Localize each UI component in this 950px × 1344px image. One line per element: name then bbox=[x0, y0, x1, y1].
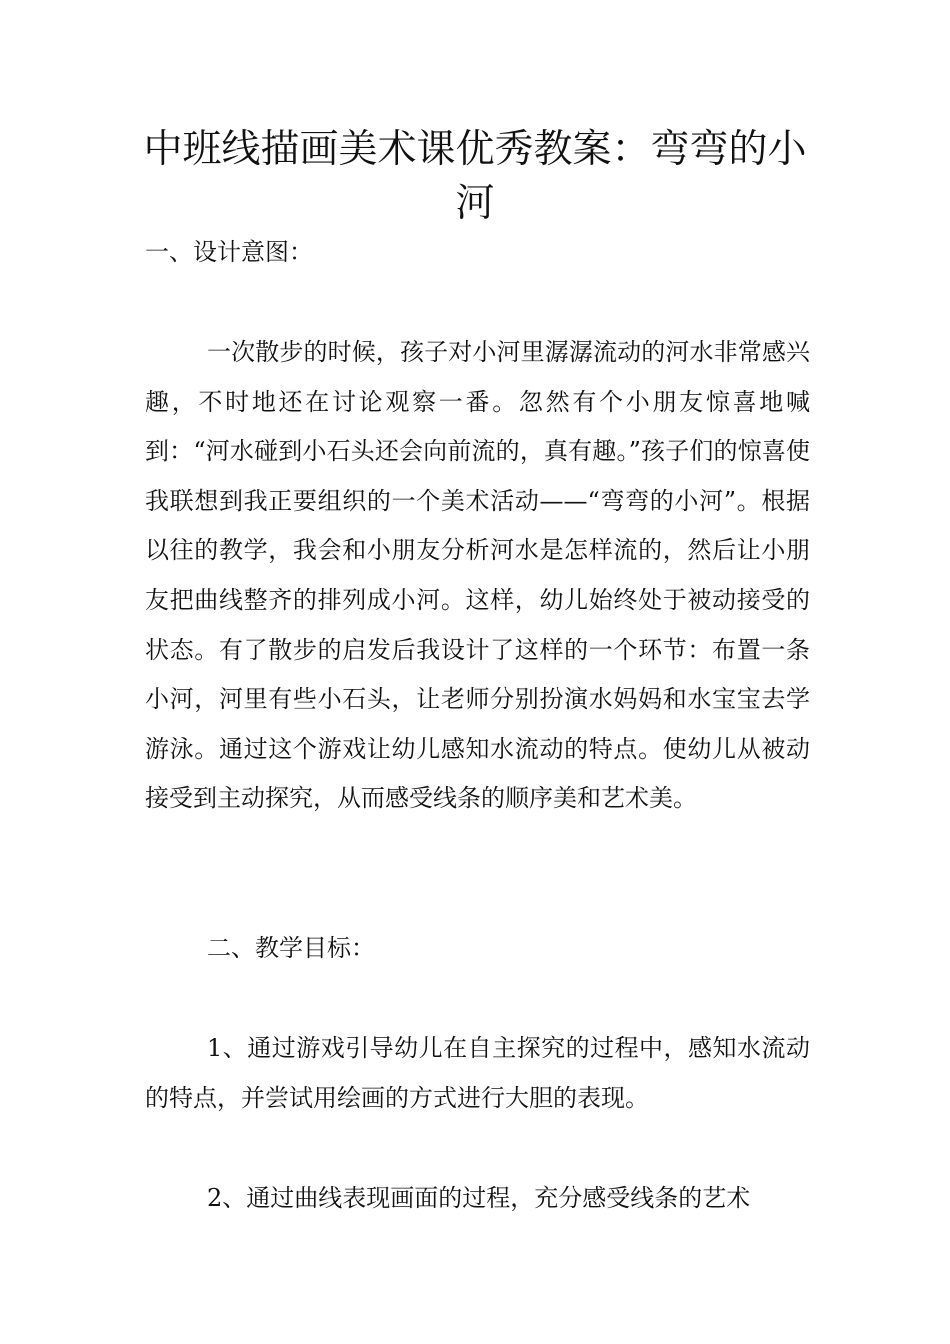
section-heading-design-intent: 一、设计意图： bbox=[145, 238, 313, 266]
design-intent-paragraph: 一次散步的时候，孩子对小河里潺潺流动的河水非常感兴趣，不时地还在讨论观察一番。忽然有个小朋友惊喜地喊到：“河水碰到小石头还会向前流的，真有趣。”孩子们的惊喜使我联想到我正要组织的一个美术活动——“弯弯的小河”。根据以往的教学，我会和小朋友分析河水是怎样流的，然后让小朋友把曲线整齐的排列成小河。这样，幼儿始终处于被动接受的状态。有了散步的启发后我设计了这样的一个环节：布置一条小河，河里有些小石头，让老师分别扮演水妈妈和水宝宝去学游泳。通过这个游戏让幼儿感知水流动的特点。使幼儿从被动接受到主动探究，从而感受线条的顺序美和艺术美。 bbox=[145, 338, 810, 813]
section-heading-teaching-goals: 二、教学目标： bbox=[207, 934, 375, 962]
teaching-goal-2: 2、通过曲线表现画面的过程，充分感受线条的艺术 bbox=[207, 1184, 751, 1212]
teaching-goal-1: 1、通过游戏引导幼儿在自主探究的过程中，感知水流动的特点，并尝试用绘画的方式进行大胆的表现。 bbox=[145, 1034, 810, 1112]
document-title: 中班线描画美术课优秀教案：弯弯的小河 bbox=[143, 127, 807, 226]
